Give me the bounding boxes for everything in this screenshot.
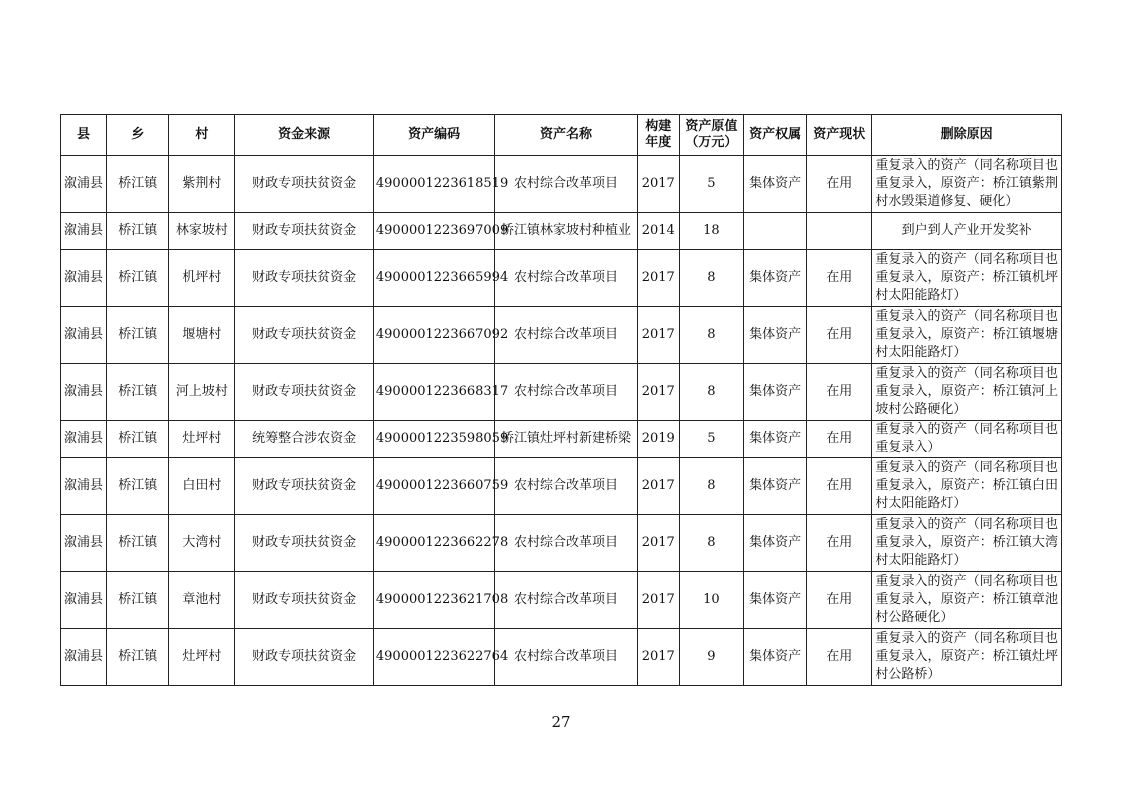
cell-deletion-reason: 重复录入的资产（同名称项目也重复录入，原资产：桥江镇河上坡村公路硬化） [872,364,1062,421]
cell-asset-code: 4900001223667092 [373,307,494,364]
cell-fund-source: 财政专项扶贫资金 [235,515,373,572]
cell-original-value: 10 [679,572,743,629]
cell-deletion-reason: 到户到人产业开发奖补 [872,213,1062,250]
cell-county: 溆浦县 [61,307,107,364]
table-row [61,250,1062,307]
cell-status: 在用 [807,307,872,364]
cell-ownership: 集体资产 [743,364,806,421]
table-row [61,421,1062,458]
cell-township: 桥江镇 [107,364,169,421]
cell-township: 桥江镇 [107,213,169,250]
table-row [61,458,1062,515]
header-original-value-line-2: （万元） [685,135,738,150]
cell-fund-source: 统筹整合涉农资金 [235,421,373,458]
cell-status: 在用 [807,250,872,307]
header-status: 资产现状 [807,115,872,156]
header-village: 村 [169,115,235,156]
cell-deletion-reason: 重复录入的资产（同名称项目也重复录入，原资产：桥江镇大湾村太阳能路灯） [872,515,1062,572]
cell-county: 溆浦县 [61,213,107,250]
cell-asset-code: 4900001223668317 [373,364,494,421]
cell-ownership [743,213,806,250]
cell-village: 章池村 [169,572,235,629]
asset-deletion-table [60,114,1062,686]
cell-township: 桥江镇 [107,458,169,515]
cell-ownership: 集体资产 [743,629,806,686]
cell-township: 桥江镇 [107,572,169,629]
cell-county: 溆浦县 [61,421,107,458]
cell-village: 林家坡村 [169,213,235,250]
cell-ownership: 集体资产 [743,515,806,572]
header-asset-name: 资产名称 [495,115,637,156]
cell-original-value: 9 [679,629,743,686]
cell-asset-code: 4900001223622764 [373,629,494,686]
table-row [61,515,1062,572]
cell-original-value: 8 [679,364,743,421]
cell-build-year: 2017 [637,515,679,572]
cell-village: 河上坡村 [169,364,235,421]
cell-original-value: 8 [679,250,743,307]
cell-build-year: 2017 [637,572,679,629]
cell-asset-code: 4900001223662278 [373,515,494,572]
cell-county: 溆浦县 [61,364,107,421]
cell-township: 桥江镇 [107,156,169,213]
table-row [61,572,1062,629]
cell-asset-name: 农村综合改革项目 [495,156,637,213]
header-county: 县 [61,115,107,156]
cell-original-value: 5 [679,421,743,458]
cell-fund-source: 财政专项扶贫资金 [235,213,373,250]
header-build-year [637,115,679,156]
header-original-value-line-1: 资产原值 [685,119,738,134]
cell-asset-name: 农村综合改革项目 [495,250,637,307]
header-ownership: 资产权属 [743,115,806,156]
cell-status: 在用 [807,458,872,515]
cell-ownership: 集体资产 [743,572,806,629]
cell-asset-name: 农村综合改革项目 [495,364,637,421]
cell-township: 桥江镇 [107,421,169,458]
cell-build-year: 2017 [637,307,679,364]
cell-village: 机坪村 [169,250,235,307]
table-body [61,156,1062,686]
cell-status: 在用 [807,515,872,572]
table-row [61,307,1062,364]
cell-asset-code: 4900001223621708 [373,572,494,629]
cell-asset-name: 农村综合改革项目 [495,458,637,515]
cell-asset-name: 农村综合改革项目 [495,572,637,629]
cell-county: 溆浦县 [61,458,107,515]
cell-ownership: 集体资产 [743,421,806,458]
header-build-year-line-1: 构建 [645,119,672,134]
cell-village: 大湾村 [169,515,235,572]
cell-fund-source: 财政专项扶贫资金 [235,307,373,364]
cell-status [807,213,872,250]
cell-ownership: 集体资产 [743,458,806,515]
cell-deletion-reason: 重复录入的资产（同名称项目也重复录入） [872,421,1062,458]
cell-build-year: 2017 [637,250,679,307]
cell-build-year: 2019 [637,421,679,458]
cell-fund-source: 财政专项扶贫资金 [235,629,373,686]
page-number: 27 [551,713,571,731]
cell-original-value: 18 [679,213,743,250]
cell-deletion-reason: 重复录入的资产（同名称项目也重复录入，原资产：桥江镇堰塘村太阳能路灯） [872,307,1062,364]
cell-deletion-reason: 重复录入的资产（同名称项目也重复录入，原资产：桥江镇紫荆村水毁渠道修复、硬化） [872,156,1062,213]
cell-fund-source: 财政专项扶贫资金 [235,156,373,213]
cell-deletion-reason: 重复录入的资产（同名称项目也重复录入，原资产：桥江镇灶坪村公路桥） [872,629,1062,686]
cell-village: 灶坪村 [169,629,235,686]
cell-county: 溆浦县 [61,250,107,307]
cell-ownership: 集体资产 [743,156,806,213]
cell-original-value: 8 [679,458,743,515]
header-fund-source: 资金来源 [235,115,373,156]
cell-original-value: 8 [679,515,743,572]
cell-asset-name: 桥江镇灶坪村新建桥梁 [495,421,637,458]
table-header-row [61,115,1062,156]
table-row [61,213,1062,250]
table-row [61,629,1062,686]
table-row [61,156,1062,213]
cell-village: 白田村 [169,458,235,515]
cell-township: 桥江镇 [107,629,169,686]
cell-asset-code: 4900001223660759 [373,458,494,515]
cell-original-value: 8 [679,307,743,364]
cell-village: 紫荆村 [169,156,235,213]
cell-status: 在用 [807,364,872,421]
cell-asset-name: 农村综合改革项目 [495,515,637,572]
cell-township: 桥江镇 [107,307,169,364]
cell-asset-name: 桥江镇林家坡村种植业 [495,213,637,250]
cell-fund-source: 财政专项扶贫资金 [235,458,373,515]
cell-asset-code: 4900001223665994 [373,250,494,307]
header-build-year-line-2: 年度 [645,135,672,150]
cell-build-year: 2017 [637,156,679,213]
header-township: 乡 [107,115,169,156]
cell-status: 在用 [807,156,872,213]
cell-deletion-reason: 重复录入的资产（同名称项目也重复录入，原资产：桥江镇白田村太阳能路灯） [872,458,1062,515]
table-row [61,364,1062,421]
cell-county: 溆浦县 [61,572,107,629]
cell-deletion-reason: 重复录入的资产（同名称项目也重复录入，原资产：桥江镇章池村公路硬化） [872,572,1062,629]
cell-asset-code: 4900001223618519 [373,156,494,213]
cell-fund-source: 财政专项扶贫资金 [235,572,373,629]
cell-village: 灶坪村 [169,421,235,458]
cell-asset-name: 农村综合改革项目 [495,629,637,686]
header-asset-code: 资产编码 [373,115,494,156]
cell-ownership: 集体资产 [743,307,806,364]
cell-ownership: 集体资产 [743,250,806,307]
cell-village: 堰塘村 [169,307,235,364]
cell-township: 桥江镇 [107,250,169,307]
header-original-value [679,115,743,156]
cell-county: 溆浦县 [61,515,107,572]
cell-build-year: 2017 [637,629,679,686]
cell-asset-code: 4900001223598059 [373,421,494,458]
cell-build-year: 2017 [637,458,679,515]
cell-township: 桥江镇 [107,515,169,572]
cell-status: 在用 [807,421,872,458]
cell-status: 在用 [807,572,872,629]
cell-status: 在用 [807,629,872,686]
header-deletion-reason: 删除原因 [872,115,1062,156]
cell-county: 溆浦县 [61,629,107,686]
cell-asset-name: 农村综合改革项目 [495,307,637,364]
cell-fund-source: 财政专项扶贫资金 [235,250,373,307]
cell-build-year: 2017 [637,364,679,421]
cell-asset-code: 4900001223697009 [373,213,494,250]
cell-build-year: 2014 [637,213,679,250]
cell-original-value: 5 [679,156,743,213]
cell-county: 溆浦县 [61,156,107,213]
cell-fund-source: 财政专项扶贫资金 [235,364,373,421]
cell-deletion-reason: 重复录入的资产（同名称项目也重复录入，原资产：桥江镇机坪村太阳能路灯） [872,250,1062,307]
